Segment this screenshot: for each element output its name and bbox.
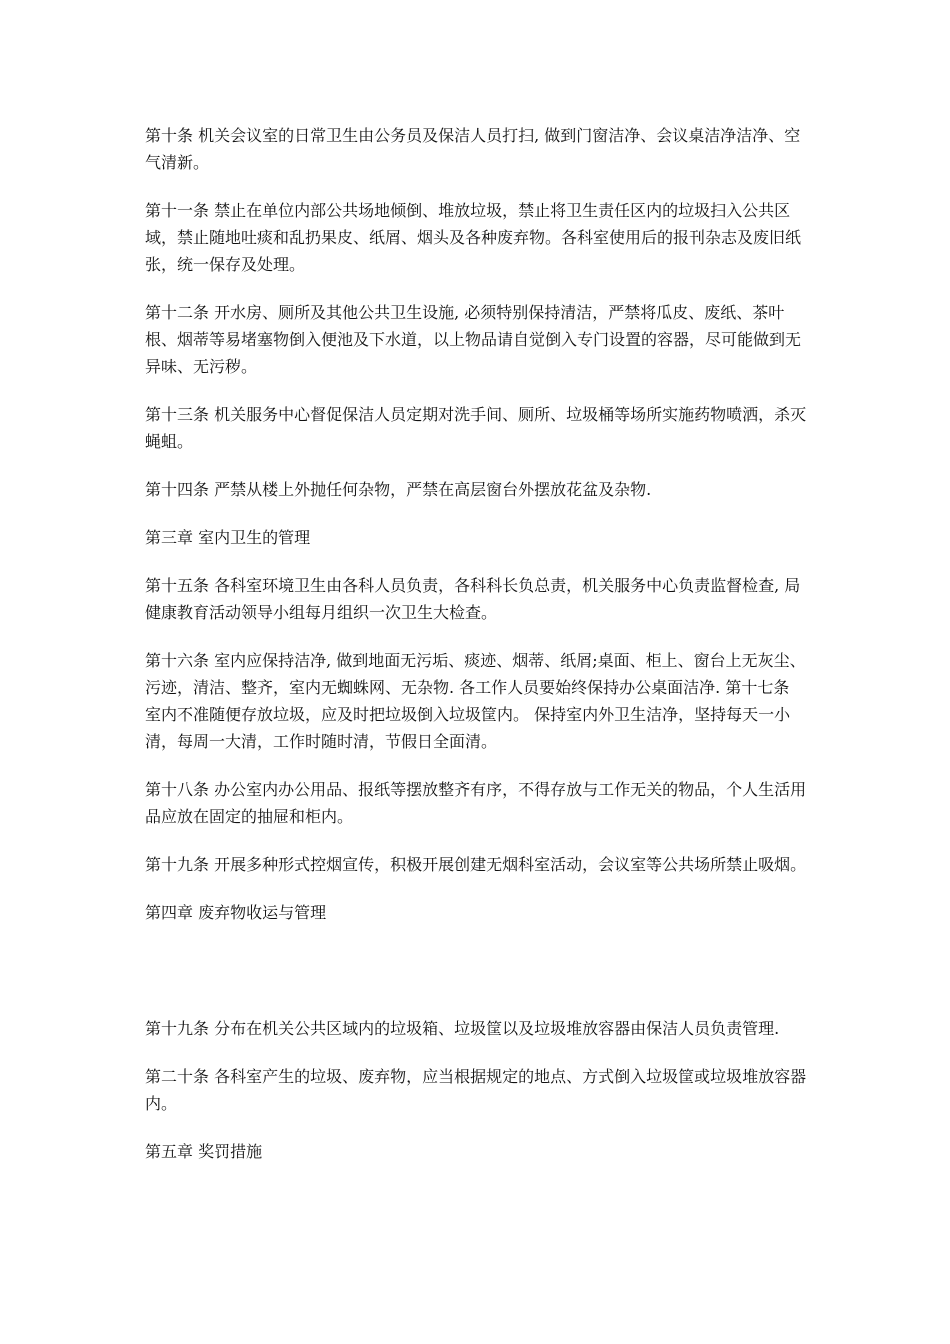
article-12: 第十二条 开水房、厕所及其他公共卫生设施, 必须特别保持清洁，严禁将瓜皮、废纸、茶叶根、烟蒂等易堵塞物倒入便池及下水道，以上物品请自觉倒入专门设置的容器，尽可能做到无异味、无污秽。 (145, 303, 802, 376)
chapter-4-heading: 第四章 废弃物收运与管理 (145, 903, 327, 922)
article-19-waste: 第十九条 分布在机关公共区域内的垃圾箱、垃圾筐以及垃圾堆放容器由保洁人员负责管理. (145, 1019, 780, 1038)
article-13: 第十三条 机关服务中心督促保洁人员定期对洗手间、厕所、垃圾桶等场所实施药物喷洒，杀灭蝇蛆。 (145, 405, 807, 451)
article-10: 第十条 机关会议室的日常卫生由公务员及保洁人员打扫, 做到门窗洁净、会议桌洁净洁净、空气清新。 (145, 126, 801, 172)
chapter-5-heading: 第五章 奖罚措施 (145, 1142, 263, 1161)
article-11: 第十一条 禁止在单位内部公共场地倾倒、堆放垃圾，禁止将卫生责任区内的垃圾扫入公共区域，禁止随地吐痰和乱扔果皮、纸屑、烟头及各种废弃物。各科室使用后的报刊杂志及废旧纸张，统一保存及处理。 (145, 201, 802, 274)
article-20: 第二十条 各科室产生的垃圾、废弃物，应当根据规定的地点、方式倒入垃圾筐或垃圾堆放容器内。 (145, 1067, 807, 1113)
article-18: 第十八条 办公室内办公用品、报纸等摆放整齐有序，不得存放与工作无关的物品，个人生活用品应放在固定的抽屉和柜内。 (145, 780, 807, 826)
article-19: 第十九条 开展多种形式控烟宣传，积极开展创建无烟科室活动，会议室等公共场所禁止吸烟。 (145, 855, 807, 874)
article-16-17: 第十六条 室内应保持洁净, 做到地面无污垢、痰迹、烟蒂、纸屑;桌面、柜上、窗台上无灰尘、污迹，清洁、整齐，室内无蜘蛛网、无杂物. 各工作人员要始终保持办公桌面洁净. 第十七条 室内不准随便存放垃圾，应及时把垃圾倒入垃圾筐内。 保持室内外卫生洁净，坚持每天一小清，每周一大清，工作时随时清，节假日全面清。 (145, 651, 806, 751)
section-gap (145, 947, 810, 1015)
article-15: 第十五条 各科室环境卫生由各科人员负责，各科科长负总责，机关服务中心负责监督检查, 局健康教育活动领导小组每月组织一次卫生大检查。 (145, 576, 801, 622)
article-14: 第十四条 严禁从楼上外抛任何杂物，严禁在高层窗台外摆放花盆及杂物. (145, 480, 652, 499)
document-body (145, 122, 810, 1186)
chapter-3-heading: 第三章 室内卫生的管理 (145, 528, 311, 547)
